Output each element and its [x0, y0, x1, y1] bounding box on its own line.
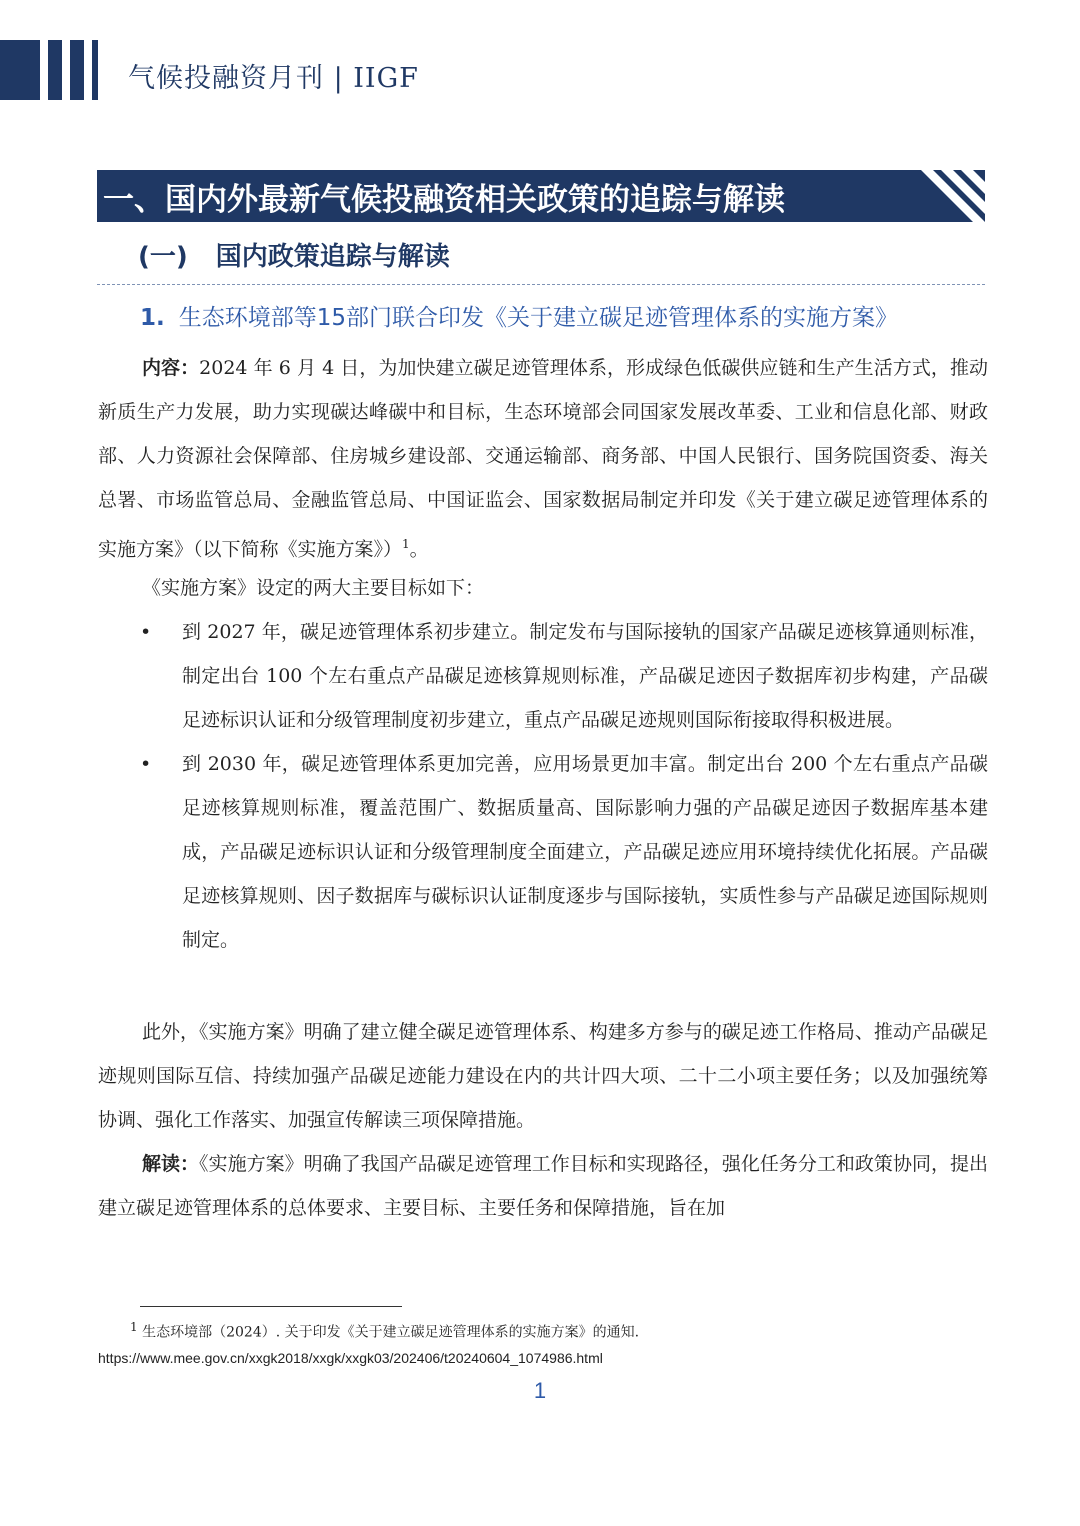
- footnote-marker: 1: [130, 1320, 138, 1334]
- list-item: [140, 610, 988, 742]
- footnote-text: [130, 1320, 639, 1342]
- content-text: 2024 年 6 月 4 日，为加快建立碳足迹管理体系，形成绿色低碳供应链和生产生活方式，推动新质生产力发展，助力实现碳达峰碳中和目标，生态环境部会同国家发展改革委、工业和信息化部、财政部、人力资源社会保障部、住房城乡建设部、交通运输部、商务部、中国人民银行、国务院国资委、海关总署、市场监管总局、金融监管总局、中国证监会、国家数据局制定并印发《关于建立碳足迹管理体系的实施方案》（以下简称《实施方案》）: [98, 357, 988, 561]
- footnote-divider: [140, 1306, 402, 1307]
- footnote-citation: 生态环境部（2024）. 关于印发《关于建立碳足迹管理体系的实施方案》的通知.: [142, 1324, 640, 1341]
- content-paragraph: [98, 346, 988, 571]
- item-heading: [140, 299, 898, 332]
- analysis-text: 《实施方案》明确了我国产品碳足迹管理工作目标和实现路径，强化任务分工和政策协同，提出建立碳足迹管理体系的总体要求、主要目标、主要任务和保障措施，旨在加: [98, 1153, 988, 1219]
- section-banner: [97, 170, 985, 222]
- list-item: [140, 742, 988, 962]
- goals-list: [140, 610, 988, 962]
- content-end: 。: [409, 538, 429, 561]
- goal-2027: 到 2027 年，碳足迹管理体系初步建立。制定发布与国际接轨的国家产品碳足迹核算通则标准，制定出台 100 个左右重点产品碳足迹核算规则标准，产品碳足迹因子数据库初步构建，产品碳足迹标识认证和分级管理制度初步建立，重点产品碳足迹规则国际衔接取得积极进展。: [182, 621, 988, 731]
- subsection-number: (一): [138, 242, 188, 272]
- header-title: 气候投融资月刊 | IIGF: [128, 63, 419, 94]
- dashed-divider: [97, 284, 985, 285]
- analysis-label: 解读：: [142, 1153, 200, 1175]
- additional-paragraph: 此外，《实施方案》明确了建立健全碳足迹管理体系、构建多方参与的碳足迹工作格局、推动产品碳足迹规则国际互信、持续加强产品碳足迹能力建设在内的共计四大项、二十二小项主要任务；以及加强统筹协调、强化工作落实、加强宣传解读三项保障措施。: [98, 1021, 988, 1131]
- item-number: 1.: [140, 305, 165, 331]
- page-number: 1: [533, 1378, 547, 1403]
- footnote-url[interactable]: https://www.mee.gov.cn/xxgk2018/xxgk/xxgk03/202406/t20240604_1074986.html: [98, 1350, 603, 1366]
- bullet-icon: •: [140, 753, 152, 775]
- goals-intro: 《实施方案》设定的两大主要目标如下：: [142, 577, 485, 599]
- item-title: 生态环境部等15部门联合印发《关于建立碳足迹管理体系的实施方案》: [178, 305, 899, 331]
- subsection-heading: [138, 236, 450, 273]
- banner-stripes-decoration: [915, 170, 985, 222]
- analysis-paragraph: [98, 1142, 988, 1230]
- bullet-icon: •: [140, 621, 152, 643]
- footnote-ref[interactable]: 1: [402, 537, 410, 551]
- subsection-title: 国内政策追踪与解读: [215, 242, 450, 272]
- content-label: 内容：: [142, 357, 200, 379]
- section-title: 一、国内外最新气候投融资相关政策的追踪与解读: [103, 182, 785, 218]
- goal-2030: 到 2030 年，碳足迹管理体系更加完善，应用场景更加丰富。制定出台 200 个左右重点产品碳足迹核算规则标准，覆盖范围广、数据质量高、国际影响力强的产品碳足迹因子数据库基本建成，产品碳足迹标识认证和分级管理制度全面建立，产品碳足迹应用环境持续优化拓展。产品碳足迹核算规则、因子数据库与碳标识认证制度逐步与国际接轨，实质性参与产品碳足迹国际规则制定。: [182, 753, 988, 951]
